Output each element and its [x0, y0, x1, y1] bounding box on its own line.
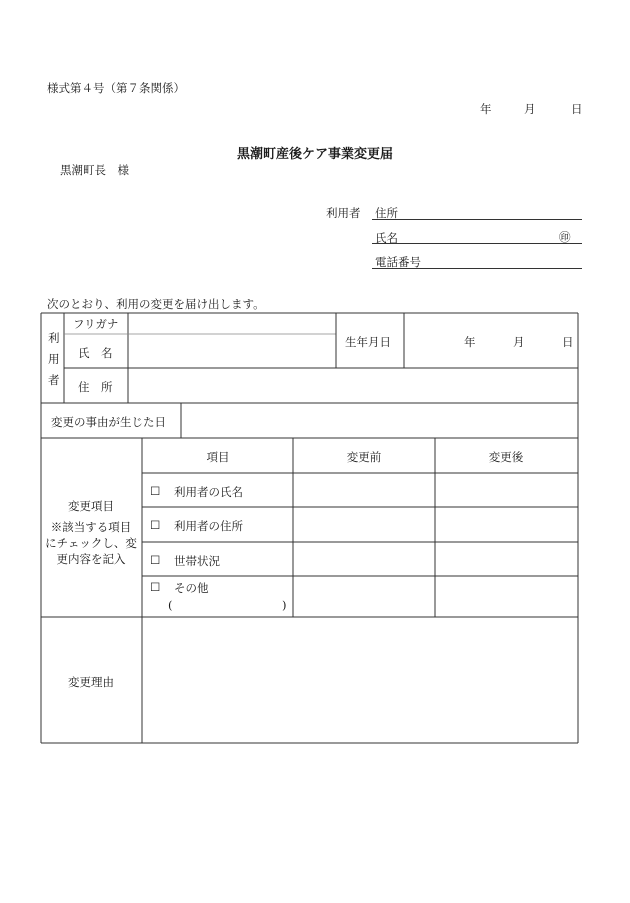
change-date-label: 変更の事由が生じた日	[51, 415, 166, 429]
other-paren-open: (	[168, 598, 173, 612]
applicant-name-label: 氏名	[375, 231, 398, 245]
col-header-item: 項目	[206, 450, 230, 464]
addressee: 黒潮町長 様	[60, 163, 129, 177]
name-label: 氏 名	[78, 346, 113, 360]
page-title: 黒潮町産後ケア事業変更届	[236, 147, 394, 162]
items-note-line-2: にチェックし、変	[45, 536, 137, 550]
user-side-label-3: 者	[48, 373, 60, 387]
reason-input[interactable]	[143, 618, 577, 742]
item-label-other: その他	[174, 581, 209, 595]
furigana-label: フリガナ	[73, 317, 119, 331]
user-side-label-2: 用	[48, 352, 60, 366]
seal-icon: ㊞	[559, 230, 571, 244]
items-note-line-1: ※該当する項目	[50, 520, 132, 534]
applicant-phone-label: 電話番号	[375, 255, 421, 269]
name-input[interactable]	[129, 335, 335, 367]
item-label-name: 利用者の氏名	[174, 485, 243, 499]
date-month-label: 月	[524, 102, 536, 116]
date-year-label: 年	[480, 102, 492, 116]
applicant-phone-field[interactable]	[372, 268, 582, 269]
birthdate-label: 生年月日	[345, 335, 391, 349]
item-label-address: 利用者の住所	[174, 519, 243, 533]
item-label-household: 世帯状況	[174, 554, 220, 568]
col-header-before: 変更前	[346, 450, 382, 464]
applicant-address-field[interactable]	[372, 219, 582, 220]
furigana-input[interactable]	[129, 314, 335, 333]
checkbox-other[interactable]: ☐	[150, 580, 161, 594]
address-label: 住 所	[78, 380, 113, 394]
form-number: 様式第４号（第７条関係）	[47, 81, 185, 95]
birthdate-day-label: 日	[562, 335, 574, 349]
birthdate-month-label: 月	[513, 335, 525, 349]
applicant-address-label: 住所	[375, 206, 398, 220]
col-header-after: 変更後	[488, 450, 524, 464]
checkbox-address[interactable]: ☐	[150, 518, 161, 532]
address-input[interactable]	[129, 369, 577, 402]
items-note-line-3: 更内容を記入	[56, 552, 126, 566]
intro-text: 次のとおり、利用の変更を届け出します。	[47, 297, 265, 311]
other-paren-close: )	[282, 598, 287, 612]
date-day-label: 日	[571, 102, 583, 116]
reason-label: 変更理由	[68, 675, 114, 689]
checkbox-household[interactable]: ☐	[150, 553, 161, 567]
checkbox-name[interactable]: ☐	[150, 484, 161, 498]
items-label: 変更項目	[68, 499, 114, 513]
applicant-role-label: 利用者	[326, 206, 361, 220]
applicant-name-field[interactable]	[372, 243, 582, 244]
user-side-label-1: 利	[48, 331, 60, 345]
change-date-input[interactable]	[182, 404, 577, 437]
birthdate-year-label: 年	[464, 335, 476, 349]
